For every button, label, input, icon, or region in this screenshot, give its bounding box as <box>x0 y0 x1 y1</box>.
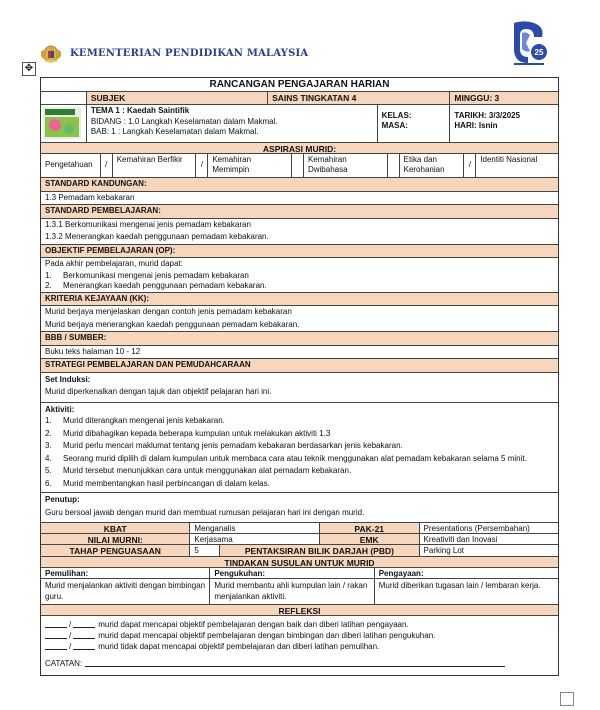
ministry-name: KEMENTERIAN PENDIDIKAN MALAYSIA <box>70 47 309 59</box>
book-cover-spacer <box>41 92 87 104</box>
kelas-label: KELAS: <box>381 111 412 120</box>
refleksi-line: / murid dapat mencapai objektif pembelajaran dengan baik dan diberi latihan pengayaan. <box>45 619 554 630</box>
emk-value: Kreativiti dan Inovasi <box>423 535 498 544</box>
set-induksi-label: Set Induksi: <box>45 374 91 384</box>
pengukuhan-label: Pengukuhan: <box>210 568 374 578</box>
list-item: 1. Murid diterangkan mengenai jenis kebakaran. <box>45 416 225 425</box>
nilai-value: Kerjasama <box>190 534 320 544</box>
bidang: BIDANG : 1.0 Langkah Keselamatan dalam Makmal. <box>90 116 278 126</box>
list-item: 1. Berkomunikasi mengenai jenis pemadam kebakaran <box>45 270 249 280</box>
objektif-intro: Pada akhir pembelajaran, murid dapat: <box>45 259 183 268</box>
aspirasi-item: Kemahiran Dwibahasa <box>304 154 388 177</box>
refleksi-line: / murid dapat mencapai objektif pembelajaran dengan bimbingan dan diberi latihan pengukuhan. <box>45 630 554 641</box>
pemulihan-text: Murid menjalankan aktiviti dengan bimbingan guru. <box>41 579 210 604</box>
list-item: 6. Murid membentangkan hasil perbincangan di dalam kelas. <box>45 478 270 488</box>
page-title: RANCANGAN PENGAJARAN HARIAN <box>209 79 390 90</box>
kriteria-item: Murid berjaya menerangkan kaedah penggunaan pemadam kebakaran. <box>45 319 300 329</box>
aspirasi-item: Etika dan Kerohanian <box>400 154 465 177</box>
aspirasi-item: Identiti Nasional <box>480 155 538 164</box>
aspirasi-empty-mark <box>388 154 400 177</box>
aspirasi-item: Kemahiran Berfikir <box>113 154 197 177</box>
list-item: 5. Murid tersebut menunjukkan cara untuk menggunakan alat pemadam kebakaran. <box>45 466 352 475</box>
refleksi-title: REFLEKSI <box>41 605 558 615</box>
aspirasi-item: Pengetahuan <box>41 154 101 177</box>
list-item: 4. Seorang murid dipilih di dalam kumpulan untuk membaca cara atau teknik menggunakan alat pemadam kebakaran selama 5 minit. <box>45 453 527 463</box>
penutup-text: Guru bersoal jawab dengan murid dan membuat rumusan pelajaran hari ini dengan murid. <box>45 507 365 517</box>
aktiviti-label: Aktiviti: <box>45 404 75 414</box>
refleksi-body <box>41 616 558 675</box>
book-cover <box>41 105 87 142</box>
standard-pembelajaran-item: 1.3.1 Berkomunikasi mengenai jenis pemadam kebakaran <box>45 219 251 229</box>
pemulihan-label: Pemulihan: <box>41 568 210 578</box>
aspirasi-mark: / <box>196 154 208 177</box>
pbd-value: Parking Lot <box>423 546 464 555</box>
kbat-value: Menganalis <box>190 523 320 533</box>
objektif-list <box>41 271 558 292</box>
minggu: MINGGU: 3 <box>450 92 558 104</box>
pak-label: PAK-21 <box>320 523 420 533</box>
refleksi-line: / murid tidak dapat mencapai objektif pembelajaran dan diberi latihan pemulihan. <box>45 641 554 652</box>
aspirasi-mark: / <box>101 154 113 177</box>
bbb-title: BBB / SUMBER: <box>41 332 558 346</box>
objektif-title: OBJEKTIF PEMBELAJARAN (OP): <box>41 245 558 259</box>
tahap-value: 5 <box>190 545 220 556</box>
subjek-label: SUBJEK <box>87 92 268 104</box>
list-item: 2. Murid dibahagikan kepada beberapa kumpulan untuk melakukan aktiviti 1.3 <box>45 428 331 438</box>
bab: BAB: 1 : Langkah Keselamatan dalam Makmal. <box>90 127 259 136</box>
tahap-label: TAHAP PENGUASAAN <box>41 545 190 556</box>
catatan-input[interactable] <box>85 658 505 667</box>
pengayaan-text: Murid diberikan tugasan lain / lembaran kerja. <box>378 581 541 590</box>
tindakan-title: TINDAKAN SUSULAN UNTUK MURID <box>41 557 558 567</box>
aspirasi-title: ASPIRASI MURID: <box>41 143 558 153</box>
emk-label: EMK <box>320 534 420 544</box>
pengayaan-label: Pengayaan: <box>378 569 424 578</box>
aktiviti-list <box>41 416 558 489</box>
ministry-header <box>38 42 308 64</box>
malaysia-crest-icon <box>38 42 64 64</box>
aspirasi-empty-mark <box>292 154 304 177</box>
tarikh-hari <box>450 105 558 142</box>
aspirasi-item: Kemahiran Memimpin <box>208 154 292 177</box>
pengukuhan-text: Murid membantu ahli kumpulan lain / rakan menjalankan aktiviti. <box>210 579 374 604</box>
catatan-line <box>45 658 554 669</box>
lesson-plan-table <box>40 77 559 676</box>
textbook-cover-image <box>43 107 81 139</box>
hari: HARI: Isnin <box>454 121 498 130</box>
strategi-title: STRATEGI PEMBELAJARAN DAN PEMUDAHCARAAN <box>41 359 558 373</box>
kriteria-title: KRITERIA KEJAYAAN (KK): <box>41 293 558 307</box>
standard-kandungan-title: STANDARD KANDUNGAN: <box>41 178 558 192</box>
kbat-label: KBAT <box>41 523 190 533</box>
tarikh: TARIKH: 3/3/2025 <box>454 111 521 120</box>
standard-kandungan-text: 1.3 Pemadam kebakaran <box>45 192 135 202</box>
standard-pembelajaran-item: 1.3.2 Menerangkan kaedah penggunaan pemadam kebakaran. <box>45 232 269 241</box>
tema-block <box>87 105 378 142</box>
masa-label: MASA: <box>381 121 408 130</box>
subject-name: SAINS TINGKATAN 4 <box>268 92 450 104</box>
pak-value: Presentations (Persembahan) <box>423 524 530 533</box>
set-induksi-text: Murid diperkenalkan dengan tajuk dan objektif pelajaran hari ini. <box>45 387 272 396</box>
pbd-label: PENTAKSIRAN BILIK DARJAH (PBD) <box>220 545 419 556</box>
table-move-handle-icon[interactable]: ✥ <box>22 62 36 76</box>
standard-pembelajaran-title: STANDARD PEMBELAJARAN: <box>41 205 558 219</box>
aspirasi-mark: / <box>464 154 476 177</box>
tema: TEMA 1 : Kaedah Saintifik <box>90 106 190 115</box>
anniversary-25-logo <box>508 19 550 65</box>
nilai-label: NILAI MURNI: <box>41 534 190 544</box>
list-item: 3. Murid perlu mencari maklumat tentang jenis pemadam kebakaran berdasarkan jenis kebakaran. <box>45 441 403 450</box>
bbb-text: Buku teks halaman 10 - 12 <box>45 346 141 356</box>
kriteria-item: Murid berjaya menjelaskan dengan contoh jenis pemadam kebakaran <box>45 307 292 316</box>
table-resize-handle-icon[interactable] <box>560 692 574 706</box>
penutup-label: Penutup: <box>45 495 80 504</box>
catatan-label: CATATAN: <box>45 659 83 668</box>
kelas-masa <box>378 105 451 142</box>
list-item: 2. Menerangkan kaedah penggunaan pemadam kebakaran. <box>45 281 267 290</box>
svg-text:25: 25 <box>534 48 544 57</box>
